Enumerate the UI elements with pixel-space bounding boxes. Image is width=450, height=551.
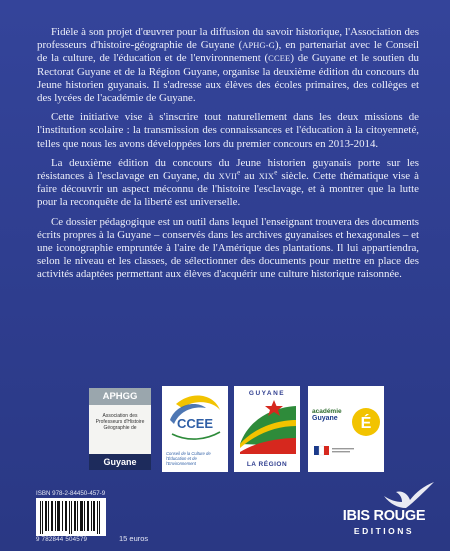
academie-letter: É: [360, 415, 372, 432]
partner-logos: [89, 386, 389, 472]
aphgg-logo: [89, 388, 151, 470]
paragraph-1: Fidèle à son projet d'œuvrer pour la diffusion du savoir historique, l'Association des professeurs d'histoire-géographie de Guyane (APHG-G), en partenariat avec le Conseil de la culture, de l'éducation et de l'environnement (CCEE) de Guyane et le soutien du Rectorat Guyane et de la Région Guyane, organise la deuxième édition du concours du Jeune historien guyanais. Il s'adresse aux élèves des écoles primaires, des collèges et des lycées de l'académie de Guyane.: [37, 26, 419, 105]
barcode-icon: [36, 498, 106, 536]
academie-logo-text: académie Guyane: [312, 408, 342, 422]
paragraph-3: La deuxième édition du concours du Jeune historien guyanais porte sur les résistances à l'esclavage en Guyane, du XVIIe au XIXe siècle. Cette thématique vise à faire découvrir un aspect méconnu de l'histoire l'esclavage, et à montrer que la lutte pour la reconquête de la liberté est universelle.: [37, 156, 420, 209]
abbr-aphg-g: APHG-G: [242, 41, 276, 51]
paragraph-2: Cette initiative vise à s'inscrire tout naturellement dans les deux missions de l'institution scolaire : la transmission des connaissances et l'éducation à la citoyenneté, telles que nous les avons développées lors du premier concours en 2013-2014.: [37, 111, 419, 150]
region-guyane-logo: [234, 386, 300, 472]
barcode-digits: 9 782844 504579: [36, 536, 88, 543]
ccee-logo: [162, 386, 228, 472]
abbr-ccee: CCEE: [268, 54, 291, 64]
ccee-letters: CCEE: [176, 416, 214, 431]
back-cover-text: [37, 26, 419, 288]
aphgg-logo-body: Association des Professeurs d'Histoire Géographie de: [95, 413, 145, 431]
academie-emblem-icon: [308, 386, 384, 472]
region-logo-bottom-label: LA RÉGION: [246, 461, 288, 468]
publisher-logo: [338, 480, 438, 544]
price-label: 15 euros: [119, 534, 149, 543]
isbn-label: ISBN 978-2-84450-457-9: [36, 490, 106, 497]
paragraph-4: Ce dossier pédagogique est un outil dans lequel l'enseignant trouvera des documents écrits propres à la Guyane – conservés dans les archives guyanaises et hexagonales – et une iconographie empruntée à l'aire de l'Amérique des plantations. Il lui appartiendra, selon le niveau et les classes, de sélectionner des documents pour mettre en place des activités adaptées permettant aux élèves d'acquérir une culture historique raisonnée.: [37, 215, 419, 281]
academie-guyane-logo: [308, 386, 384, 472]
aphgg-logo-foot: Guyane: [89, 454, 151, 470]
aphgg-logo-head: APHGG: [89, 388, 151, 405]
publisher-name: IBIS ROUGE: [342, 508, 426, 524]
region-flag-icon: [234, 386, 300, 472]
region-logo-top-label: GUYANE: [248, 390, 286, 397]
ccee-subtitle: Conseil de la Culture de l'Éducation et de l'Environnement: [166, 451, 211, 466]
publisher-subtitle: EDITIONS: [353, 526, 415, 536]
